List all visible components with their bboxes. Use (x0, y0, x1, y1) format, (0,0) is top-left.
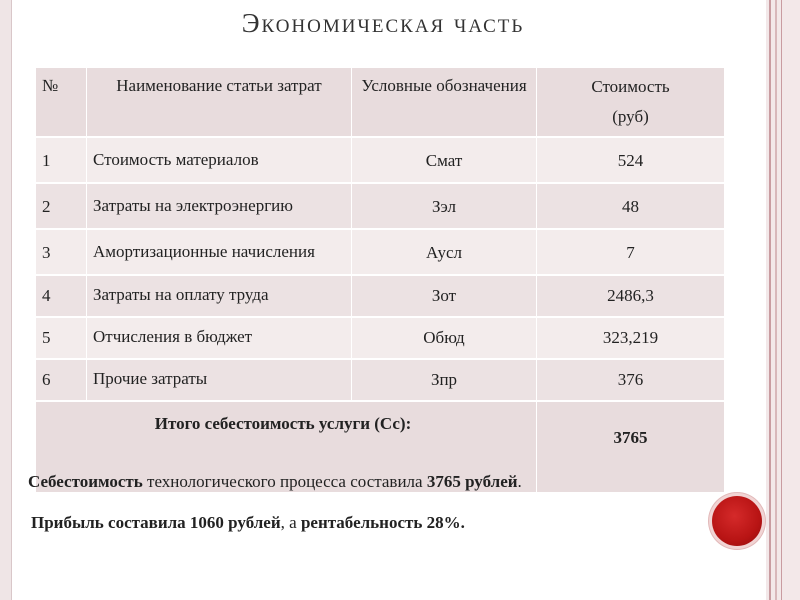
row-name: Отчисления в бюджет (87, 317, 352, 359)
row-price: 376 (537, 359, 725, 401)
table-row (36, 359, 725, 401)
table-row (36, 317, 725, 359)
table-row (36, 137, 725, 183)
row-price: 48 (537, 183, 725, 229)
row-name: Амортизационные начисления (87, 229, 352, 275)
row-num: 4 (36, 275, 87, 317)
row-name: Прочие затраты (87, 359, 352, 401)
note-bold-amount: 3765 рублей (426, 472, 518, 491)
border-stripe (781, 0, 782, 600)
red-circle-decoration (712, 496, 762, 546)
slide-title: Экономическая часть (241, 8, 525, 38)
row-price: 323,219 (537, 317, 725, 359)
note-bold-term: Себестоимость (28, 472, 143, 491)
header-num: № (36, 68, 87, 138)
row-num: 1 (36, 137, 87, 183)
note-bold-profitability: рентабельность 28%. (300, 513, 465, 532)
header-price-line2: (руб) (612, 107, 649, 126)
header-name: Наименование статьи затрат (87, 68, 352, 138)
row-name: Затраты на оплату труда (87, 275, 352, 317)
total-value: 3765 (537, 401, 725, 493)
row-code: Зот (352, 275, 537, 317)
note-bold-profit: Прибыль составила 1060 рублей (31, 513, 281, 532)
table-row (36, 183, 725, 229)
row-code: Смат (352, 137, 537, 183)
table-row (36, 229, 725, 275)
row-code: Зпр (352, 359, 537, 401)
row-num: 5 (36, 317, 87, 359)
row-name: Затраты на электроэнергию (87, 183, 352, 229)
row-price: 7 (537, 229, 725, 275)
note-text: технологического процесса составила (142, 472, 427, 491)
row-num: 6 (36, 359, 87, 401)
row-price: 2486,3 (537, 275, 725, 317)
row-num: 2 (36, 183, 87, 229)
note-text: , а (280, 513, 301, 532)
header-code: Условные обозначения (352, 68, 537, 138)
row-code: Зэл (352, 183, 537, 229)
slide-right-border (766, 0, 800, 600)
note-text: . (517, 472, 522, 491)
row-num: 3 (36, 229, 87, 275)
row-code: Аусл (352, 229, 537, 275)
summary-cost-note (28, 472, 522, 492)
border-stripe (775, 0, 777, 600)
total-label: Итого себестоимость услуги (Сс): (36, 401, 537, 493)
table-row (36, 275, 725, 317)
header-price (537, 68, 725, 138)
row-name: Стоимость материалов (87, 137, 352, 183)
cost-table (35, 67, 725, 494)
slide-left-border (0, 0, 12, 600)
row-price: 524 (537, 137, 725, 183)
table-header-row (36, 68, 725, 138)
summary-profit-note (31, 513, 465, 533)
row-code: Обюд (352, 317, 537, 359)
header-price-line1: Стоимость (591, 77, 670, 96)
border-stripe (769, 0, 771, 600)
